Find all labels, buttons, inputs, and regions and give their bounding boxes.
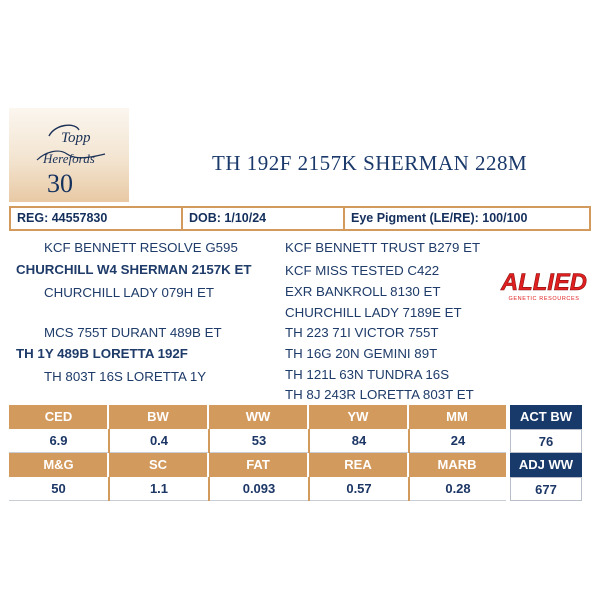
animal-name: TH 192F 2157K SHERMAN 228M — [212, 151, 528, 175]
registration-number: REG: 44557830 — [11, 208, 181, 229]
pedigree-ggd-4: TH 8J 243R LORETTA 803T ET — [285, 387, 474, 402]
allied-logo — [499, 267, 589, 303]
date-of-birth: DOB: 1/10/24 — [183, 208, 343, 229]
epd-header-mg: M&G — [43, 457, 74, 472]
adjusted-weaning-weight-label: ADJ WW — [510, 453, 582, 477]
pedigree-dam-sire: MCS 755T DURANT 489B ET — [44, 325, 222, 340]
pedigree-ggs-4: TH 121L 63N TUNDRA 16S — [285, 367, 450, 382]
pedigree-sire-sire: KCF BENNETT RESOLVE G595 — [44, 240, 238, 255]
epd-value-rea: 0.57 — [308, 477, 408, 501]
epd-header-mm: MM — [446, 409, 468, 424]
epd-value-bw: 0.4 — [108, 429, 208, 453]
pedigree-dam: TH 1Y 489B LORETTA 192F — [16, 346, 188, 361]
eye-pigment: Eye Pigment (LE/RE): 100/100 — [345, 208, 589, 229]
pedigree-sire-dam: CHURCHILL LADY 079H ET — [44, 285, 214, 300]
logo-brand-line2: Herefords — [43, 151, 95, 166]
epd-value-mg: 50 — [51, 481, 66, 496]
lot-number: 30 — [47, 169, 73, 198]
epd-header-row-2 — [9, 453, 506, 477]
allied-logo-tagline: GENETIC RESOURCES — [508, 296, 580, 302]
epd-value-yw: 84 — [308, 429, 408, 453]
epd-header-ced: CED — [44, 409, 73, 424]
logo-brand-line1: Topp — [61, 130, 91, 146]
epd-value-marb: 0.28 — [408, 477, 506, 501]
pedigree-ggd-3: TH 16G 20N GEMINI 89T — [285, 346, 438, 361]
pedigree-sire: CHURCHILL W4 SHERMAN 2157K ET — [16, 262, 252, 277]
pedigree-ggd-1: KCF MISS TESTED C422 — [285, 263, 440, 278]
epd-header-rea: REA — [344, 457, 372, 472]
epd-value-sc: 1.1 — [108, 477, 208, 501]
epd-header-row-1 — [9, 405, 506, 429]
epd-header-sc: SC — [148, 457, 168, 472]
actual-birth-weight-label: ACT BW — [510, 405, 582, 429]
epd-value-row-2 — [9, 477, 506, 501]
epd-value-row-1 — [9, 429, 506, 453]
epd-header-fat: FAT — [246, 457, 270, 472]
epd-value-mm: 24 — [408, 429, 506, 453]
epd-header-yw: YW — [347, 409, 369, 424]
actual-birth-weight-value: 76 — [510, 429, 582, 453]
ranch-logo-mark — [9, 108, 129, 178]
pedigree-ggs-3: TH 223 71I VICTOR 755T — [285, 325, 439, 340]
info-strip — [9, 206, 591, 231]
pedigree-ggs-2: EXR BANKROLL 8130 ET — [285, 284, 441, 299]
allied-logo-word: ALLIED — [500, 269, 587, 296]
pedigree-ggs-1: KCF BENNETT TRUST B279 ET — [285, 240, 481, 255]
epd-header-ww: WW — [245, 409, 271, 424]
pedigree-dam-dam: TH 803T 16S LORETTA 1Y — [44, 369, 207, 384]
epd-header-bw: BW — [147, 409, 169, 424]
epd-value-ced: 6.9 — [49, 433, 68, 448]
adjusted-weaning-weight-value: 677 — [510, 477, 582, 501]
pedigree-ggd-2: CHURCHILL LADY 7189E ET — [285, 305, 462, 320]
epd-value-fat: 0.093 — [208, 477, 308, 501]
epd-value-ww: 53 — [208, 429, 308, 453]
epd-header-marb: MARB — [437, 457, 477, 472]
